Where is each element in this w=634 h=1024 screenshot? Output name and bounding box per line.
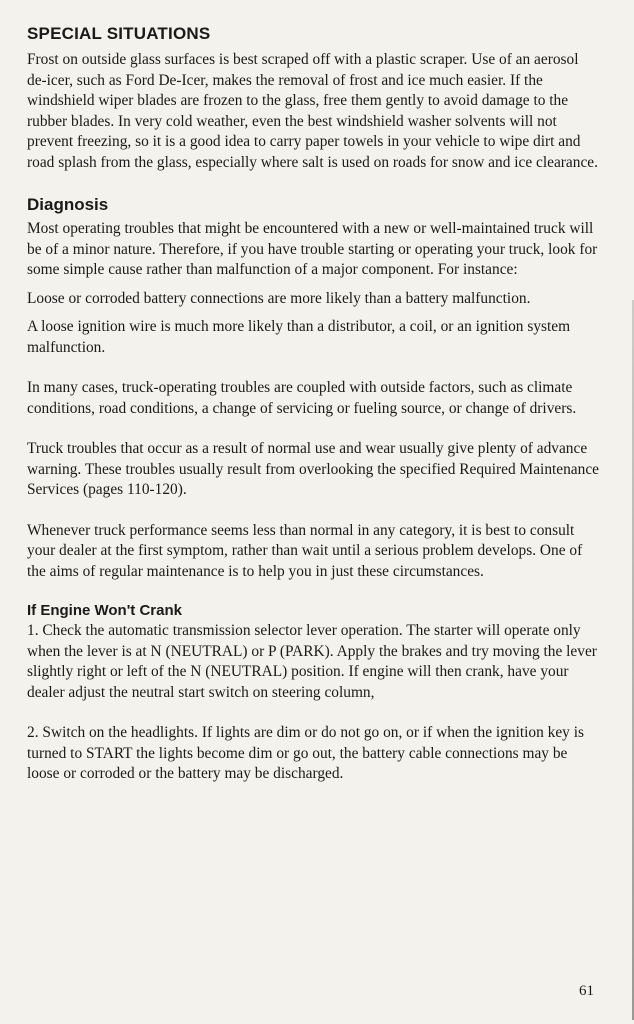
paragraph-frost: Frost on outside glass surfaces is best scraped off with a plastic scraper. Use of an aerosol de-icer, such as Ford De-Icer, makes the removal of frost and ice much easier. If the windshield wiper blades are frozen to the glass, free them gently to avoid damage to the rubber blades. In very cold weather, even the best windshield washer solvents will not prevent freezing, so it is a good idea to carry paper towels in your vehicle to wipe dirt and road splash from the glass, especially where salt is used on roads for snow and ice clearance. <box>27 51 598 171</box>
paragraph-diagnosis-1: Most operating troubles that might be encountered with a new or well-maintained truck will be of a minor nature. Therefore, if you have trouble starting or operating your truck, look for some simple cause rather than malfunction of a major component. For instance: <box>27 220 598 278</box>
paragraph-diagnosis-6: Whenever truck performance seems less than normal in any category, it is best to consult your dealer at the first symptom, rather than wait until a serious problem develops. One of the aims of regular maintenance is to help you in just these circumstances. <box>27 521 583 580</box>
paragraph-diagnosis-5: Truck troubles that occur as a result of normal use and wear usually give plenty of advance warning. These troubles usually result from overlooking the specified Required Maintenance Services (pages 110-120). <box>27 440 600 498</box>
paragraph-crank-2: 2. Switch on the headlights. If lights are dim or do not go on, or if when the ignition key is turned to START the lights become dim or go out, the battery cable connections may be loose or corroded or the battery may be discharged. <box>27 724 584 782</box>
heading-diagnosis: Diagnosis <box>27 195 109 214</box>
page-number: 61 <box>579 983 594 999</box>
heading-special-situations: SPECIAL SITUATIONS <box>27 24 211 43</box>
paragraph-diagnosis-2: Loose or corroded battery connections are more likely than a battery malfunction. <box>27 289 531 307</box>
heading-engine-wont-crank: If Engine Won't Crank <box>27 602 182 619</box>
paragraph-diagnosis-3: A loose ignition wire is much more likely than a distributor, a coil, or an ignition system malfunction. <box>27 318 571 356</box>
paragraph-diagnosis-4: In many cases, truck-operating troubles are coupled with outside factors, such as climate conditions, road conditions, a change of servicing or fueling source, or change of drivers. <box>27 379 577 417</box>
manual-page <box>27 24 601 785</box>
paragraph-crank-1: 1. Check the automatic transmission selector lever operation. The starter will operate only when the lever is at N (NEUTRAL) or P (PARK). Apply the brakes and try moving the lever slightly right or left of the N (NEUTRAL) position. If engine will then crank, have your dealer adjust the neutral start switch on steering column, <box>27 622 597 701</box>
